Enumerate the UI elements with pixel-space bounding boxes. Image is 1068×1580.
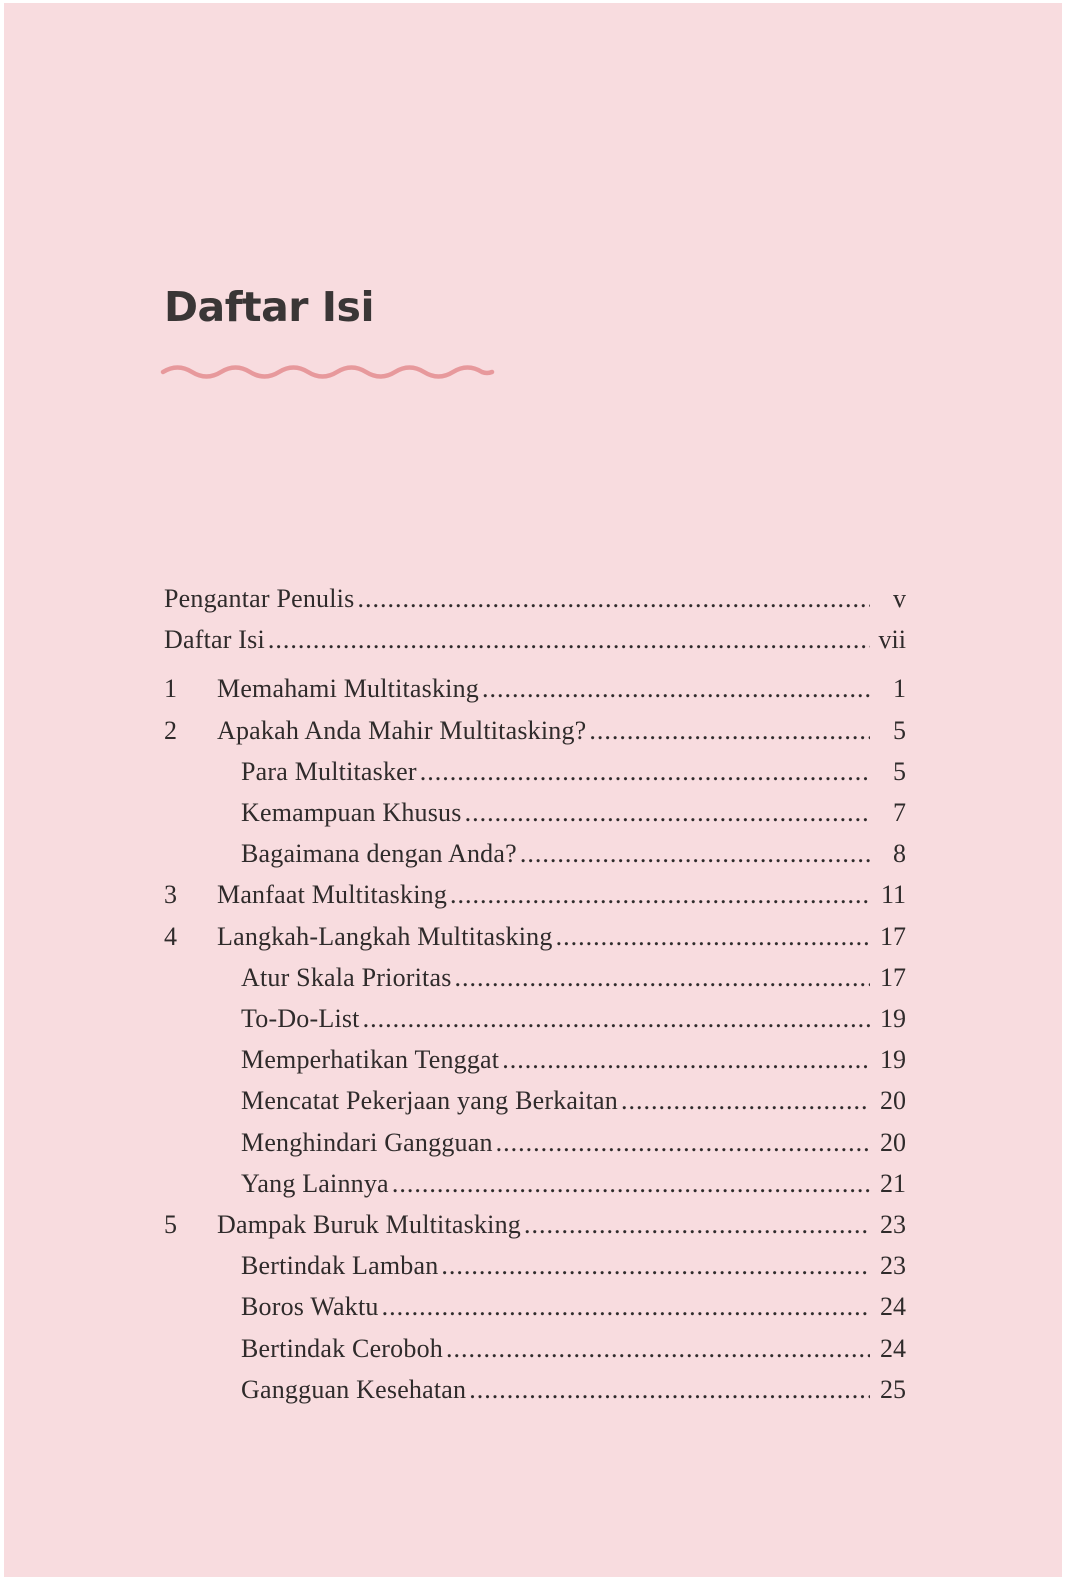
toc-leader-dots [363, 1000, 870, 1038]
toc-entry-label: Yang Lainnya [241, 1168, 389, 1198]
toc-chapter-number: 3 [164, 880, 177, 910]
toc-page-number: 7 [893, 798, 906, 827]
toc-entry-label: Gangguan Kesehatan [241, 1374, 467, 1404]
toc-entry[interactable] [164, 670, 906, 708]
toc-leader-dots [520, 835, 870, 873]
toc-leader-dots [455, 959, 870, 997]
toc-page-number: 5 [893, 715, 906, 745]
toc-entry-label: Apakah Anda Mahir Multitasking? [217, 715, 587, 745]
toc-entry[interactable] [164, 1082, 906, 1120]
toc-page-number: 25 [880, 1374, 906, 1404]
toc-entry-label: Daftar Isi [164, 625, 265, 655]
toc-entry[interactable] [164, 1041, 906, 1079]
toc-page-number: 23 [880, 1210, 906, 1239]
toc-entry[interactable] [164, 1165, 906, 1203]
wave-divider-icon [160, 359, 496, 385]
toc-leader-dots [556, 918, 870, 956]
toc-leader-dots [446, 1330, 870, 1368]
toc-chapter-number: 4 [164, 921, 177, 951]
toc-page-number: vii [878, 625, 906, 655]
toc-entry[interactable] [164, 621, 906, 659]
toc-entry[interactable] [164, 1000, 906, 1038]
toc-entry[interactable] [164, 1330, 906, 1368]
toc-chapter-number: 1 [164, 674, 177, 704]
toc-page-number: 1 [893, 674, 906, 704]
book-page [4, 3, 1062, 1577]
toc-entry[interactable] [164, 1206, 906, 1244]
toc-page-number: 21 [880, 1168, 906, 1198]
toc-page-number: 5 [893, 756, 906, 786]
toc-entry[interactable] [164, 835, 906, 873]
toc-page-number: 20 [880, 1127, 906, 1157]
toc-page-number: 24 [880, 1292, 906, 1322]
toc-page-number: 17 [880, 921, 906, 951]
toc-leader-dots [496, 1124, 870, 1162]
toc-page-number: v [893, 584, 906, 613]
page-title: Daftar Isi [164, 283, 375, 331]
toc-leader-dots [382, 1288, 870, 1326]
toc-entry-label: Bertindak Ceroboh [241, 1333, 443, 1363]
toc-entry[interactable] [164, 1247, 906, 1285]
toc-leader-dots [450, 876, 870, 914]
toc-page-number: 19 [880, 1045, 906, 1075]
toc-entry-label: Pengantar Penulis [164, 584, 355, 613]
toc-entry[interactable] [164, 876, 906, 914]
toc-leader-dots [469, 1371, 870, 1409]
toc-entry-label: Boros Waktu [241, 1292, 379, 1322]
toc-entry-label: Para Multitasker [241, 756, 417, 786]
toc-leader-dots [482, 670, 870, 708]
toc-entry[interactable] [164, 1124, 906, 1162]
toc-leader-dots [357, 580, 870, 618]
toc-page-number: 23 [880, 1251, 906, 1281]
toc-leader-dots [268, 621, 870, 659]
toc-entry-label: Bagaimana dengan Anda? [241, 839, 517, 869]
toc-leader-dots [465, 794, 870, 832]
toc-entry-label: Menghindari Gangguan [241, 1127, 493, 1157]
toc-page-number: 20 [880, 1086, 906, 1116]
toc-entry-label: Bertindak Lamban [241, 1251, 439, 1281]
toc-page-number: 19 [880, 1004, 906, 1033]
toc-entry[interactable] [164, 794, 906, 832]
toc-entry[interactable] [164, 1371, 906, 1409]
toc-entry-label: To-Do-List [241, 1004, 360, 1033]
toc-entry-label: Atur Skala Prioritas [241, 962, 452, 992]
toc-entry[interactable] [164, 753, 906, 791]
toc-leader-dots [621, 1082, 870, 1120]
toc-leader-dots [589, 712, 870, 750]
toc-leader-dots [392, 1165, 870, 1203]
toc-page-number: 11 [880, 880, 906, 910]
toc-entry-label: Mencatat Pekerjaan yang Berkaitan [241, 1086, 618, 1116]
toc-entry-label: Memahami Multitasking [217, 674, 480, 704]
toc-leader-dots [441, 1247, 870, 1285]
toc-entry[interactable] [164, 1288, 906, 1326]
toc-leader-dots [502, 1041, 870, 1079]
toc-leader-dots [420, 753, 870, 791]
toc-entry-label: Manfaat Multitasking [217, 880, 448, 910]
toc-page-number: 17 [880, 962, 906, 992]
toc-entry[interactable] [164, 918, 906, 956]
toc-page-number: 24 [880, 1333, 906, 1363]
toc-page-number: 8 [893, 839, 906, 869]
toc-leader-dots [524, 1206, 870, 1244]
toc-entry[interactable] [164, 580, 906, 618]
toc-entry-label: Kemampuan Khusus [241, 798, 462, 827]
toc-chapter-number: 2 [164, 715, 177, 745]
toc-entry[interactable] [164, 959, 906, 997]
toc-entry-label: Dampak Buruk Multitasking [217, 1210, 521, 1239]
toc-chapter-number: 5 [164, 1210, 177, 1239]
toc-entry-label: Langkah-Langkah Multitasking [217, 921, 553, 951]
toc-entry-label: Memperhatikan Tenggat [241, 1045, 500, 1075]
toc-entry[interactable] [164, 712, 906, 750]
